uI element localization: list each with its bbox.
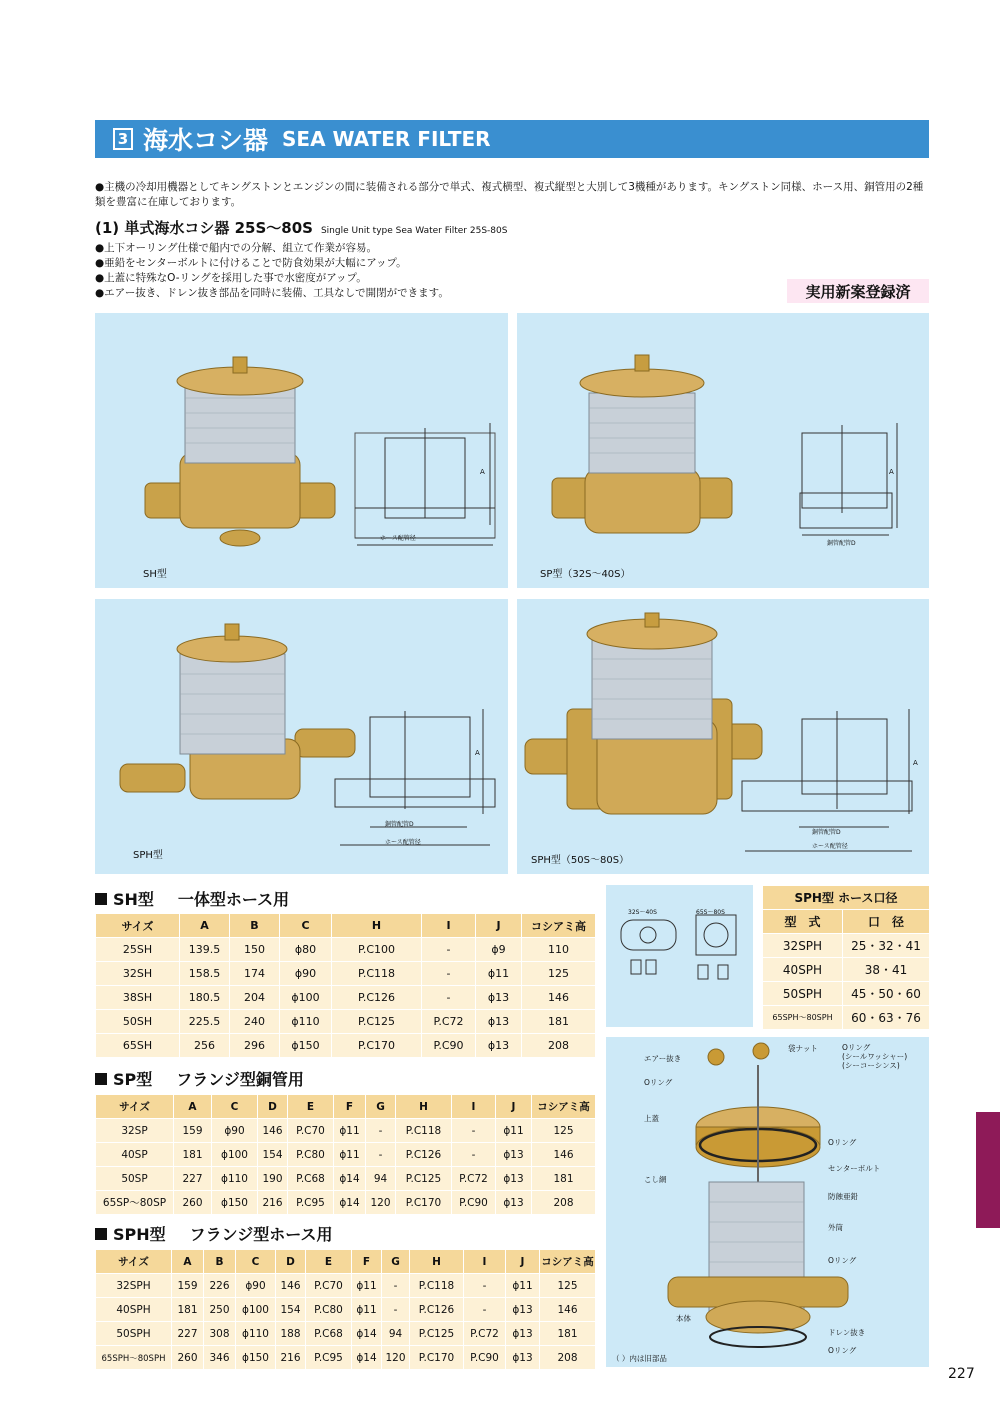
table-row: 32SPH 25・32・41 xyxy=(763,934,930,958)
feature-item: ●亜鉛をセンターボルトに付けることで防食効果が大幅にアップ。 xyxy=(95,257,407,269)
dim-label-2: ホース配管径 xyxy=(385,839,421,846)
table-row: 38SH 180.5 204 ϕ100 P.C126 - ϕ13 146 xyxy=(96,986,596,1010)
feature-item: ●エアー抜き、ドレン抜き部品を同時に装備、工具なしで開閉ができます。 xyxy=(95,287,449,299)
table-row: 50SPH 45・50・60 xyxy=(763,982,930,1006)
label-center-bolt: センターボルト xyxy=(828,1164,881,1173)
square-bullet-icon xyxy=(95,1073,107,1085)
sp-filter-illustration xyxy=(517,313,929,588)
table-header-row: サイズ A C D E F G H I J コシアミ高 xyxy=(96,1095,596,1119)
sph-filter-illustration xyxy=(95,599,508,874)
subheading-jp: (1) 単式海水コシ器 25S〜80S xyxy=(95,219,313,237)
exploded-view-panel xyxy=(606,1037,929,1367)
square-bullet-icon xyxy=(95,893,107,905)
dim-label: 銅管配管D xyxy=(827,540,856,547)
feature-item: ●上蓋に特殊なO-リングを採用した事で水密度がアップ。 xyxy=(95,272,367,284)
sph-spec-table xyxy=(95,1249,596,1370)
table-row: 40SPH 38・41 xyxy=(763,958,930,982)
label-old-parts-note: （ ）内は旧部品 xyxy=(612,1354,667,1363)
table-row: 50SP 227 ϕ110 190 P.C68 ϕ14 94 P.C125 P.C72 ϕ13 181 xyxy=(96,1167,596,1191)
table-row: 50SPH 227 308 ϕ110 188 P.C68 ϕ14 94 P.C125 P.C72 ϕ13 181 xyxy=(96,1322,596,1346)
label-zinc: 防蝕亜鉛 xyxy=(828,1192,858,1201)
table-row: 65SP〜80SP 260 ϕ150 216 P.C95 ϕ14 120 P.C170 P.C90 ϕ13 208 xyxy=(96,1191,596,1215)
feature-list xyxy=(95,241,449,301)
label-air-vent: エアー抜き xyxy=(644,1054,682,1063)
section-number: 3 xyxy=(113,128,133,150)
photo-label: SP型（32S〜40S） xyxy=(540,569,631,580)
table-header-row: サイズ A B C D E F G H I J コシアミ高 xyxy=(96,1250,596,1274)
label-lid: 上蓋 xyxy=(644,1114,659,1123)
label-drain: ドレン抜き xyxy=(828,1328,866,1337)
page-number: 227 xyxy=(948,1366,975,1382)
diagram-label-right: 65S〜80S xyxy=(696,909,725,916)
photo-label: SH型 xyxy=(143,569,167,580)
sp-spec-table xyxy=(95,1094,596,1215)
section-title-jp: 海水コシ器 xyxy=(143,126,269,155)
hose-diameter-table xyxy=(762,885,930,1030)
label-cap-nut: 袋ナット xyxy=(788,1044,818,1053)
subheading-en: Single Unit type Sea Water Filter 25S-80S xyxy=(320,226,508,236)
table-row: 65SPH〜80SPH 260 346 ϕ150 216 P.C95 ϕ14 120 P.C170 P.C90 ϕ13 208 xyxy=(96,1346,596,1370)
sh-spec-table xyxy=(95,913,596,1058)
dim-label: ホース配管径 xyxy=(380,535,416,542)
table-row: 32SP 159 ϕ90 146 P.C70 ϕ11 - P.C118 - ϕ11 125 xyxy=(96,1119,596,1143)
dim-label-2: ホース配管径 xyxy=(812,843,848,850)
label-oring-seal: Oリング (シールワッシャー) (シーコーシンス) xyxy=(842,1043,908,1070)
table-row: 32SH 158.5 174 ϕ90 P.C118 - ϕ11 125 xyxy=(96,962,596,986)
table-row: 65SPH〜80SPH 60・63・76 xyxy=(763,1006,930,1030)
dim-label-1: 銅管配管D xyxy=(812,829,841,836)
square-bullet-icon xyxy=(95,1228,107,1240)
feature-item: ●上下オーリング仕様で船内での分解、組立て作業が容易。 xyxy=(95,242,377,254)
sph-large-filter-illustration xyxy=(517,599,929,874)
dim-a-label: A xyxy=(480,468,485,476)
table-row: 50SH 225.5 240 ϕ110 P.C125 P.C72 ϕ13 181 xyxy=(96,1010,596,1034)
label-mesh: こし網 xyxy=(644,1175,667,1184)
section-header xyxy=(95,120,929,158)
dim-label-1: 銅管配管D xyxy=(385,821,414,828)
photo-panel-sph xyxy=(95,599,508,874)
table-row: 32SPH 159 226 ϕ90 146 P.C70 ϕ11 - P.C118 - ϕ11 125 xyxy=(96,1274,596,1298)
label-body: 本体 xyxy=(676,1314,691,1323)
label-oring-4: Oリング xyxy=(828,1346,857,1355)
table-row: 40SP 181 ϕ100 154 P.C80 ϕ11 - P.C126 - ϕ13 146 xyxy=(96,1143,596,1167)
photo-label: SPH型（50S〜80S） xyxy=(531,855,630,866)
sph-section-title: SPH型 フランジ型ホース用 xyxy=(95,1222,332,1245)
dim-a-label: A xyxy=(913,759,918,767)
label-cylinder: 外筒 xyxy=(828,1223,843,1232)
label-oring-2: Oリング xyxy=(828,1138,857,1147)
chapter-side-tab xyxy=(976,1112,1000,1228)
photo-panel-sh xyxy=(95,313,508,588)
photo-panel-sph-large xyxy=(517,599,929,874)
table-row: 65SH 256 296 ϕ150 P.C170 P.C90 ϕ13 208 xyxy=(96,1034,596,1058)
label-oring-1: Oリング xyxy=(644,1078,673,1087)
dim-a-label: A xyxy=(475,749,480,757)
table-header-row: 型 式 口 径 xyxy=(763,910,930,934)
label-oring-3: Oリング xyxy=(828,1256,857,1265)
subheading xyxy=(95,217,507,238)
photo-label: SPH型 xyxy=(133,850,163,861)
sh-filter-illustration xyxy=(95,313,508,588)
table-header-row: サイズ A B C H I J コシアミ高 xyxy=(96,914,596,938)
dim-a-label: A xyxy=(889,468,894,476)
intro-text: ●主機の冷却用機器としてキングストンとエンジンの間に装備される部分で単式、複式横型、複式縦型と大別して3機種があります。キングストン同様、ホース用、銅管用の2種類を豊富に在庫しております。 xyxy=(95,181,924,208)
table-row: 25SH 139.5 150 ϕ80 P.C100 - ϕ9 110 xyxy=(96,938,596,962)
registration-badge: 実用新案登録済 xyxy=(787,279,929,303)
hose-table-title: SPH型 ホース口径 xyxy=(763,886,930,910)
table-row: 40SPH 181 250 ϕ100 154 P.C80 ϕ11 - P.C126 - ϕ13 146 xyxy=(96,1298,596,1322)
section-title-en: SEA WATER FILTER xyxy=(282,127,491,151)
flange-dimension-diagram xyxy=(606,885,753,1027)
diagram-label-left: 32S〜40S xyxy=(628,909,657,916)
sp-section-title: SP型 フランジ型銅管用 xyxy=(95,1067,304,1090)
sh-section-title: SH型 一体型ホース用 xyxy=(95,887,289,910)
photo-panel-sp xyxy=(517,313,929,588)
